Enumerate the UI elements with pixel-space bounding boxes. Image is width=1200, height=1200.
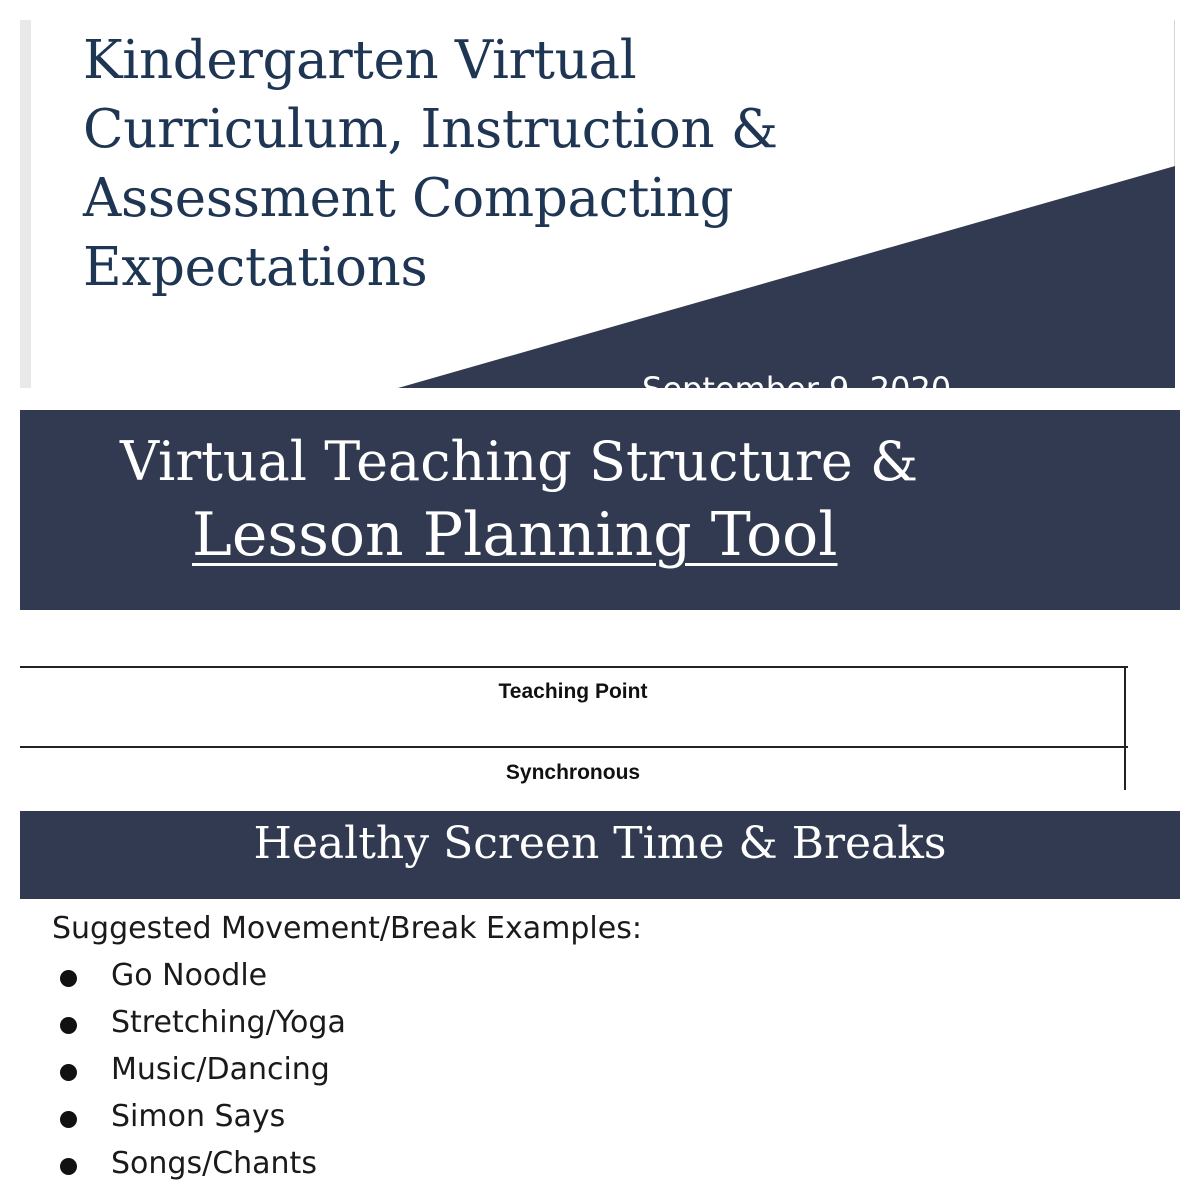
table-border-top	[20, 666, 1128, 668]
bullet-icon	[60, 1017, 77, 1034]
bullet-icon	[60, 1064, 77, 1081]
health-body	[20, 899, 1180, 1200]
list-item-label: Go Noodle	[111, 958, 268, 993]
cover-date: September 9, 2020	[642, 370, 952, 408]
list-item-label: Songs/Chants	[111, 1146, 317, 1181]
bullet-icon	[60, 970, 77, 987]
cover-slide	[20, 20, 1175, 408]
table-row-divider	[20, 746, 1128, 748]
cover-title-line: Kindergarten Virtual	[83, 30, 637, 91]
planning-table	[20, 666, 1130, 790]
bullet-icon	[60, 1158, 77, 1175]
health-header	[20, 811, 1180, 899]
list-item-label: Music/Dancing	[111, 1052, 330, 1087]
break-examples-heading: Suggested Movement/Break Examples:	[52, 911, 642, 946]
banner-title-line1: Virtual Teaching Structure &	[120, 430, 919, 493]
table-cell-teaching-point: Teaching Point	[498, 680, 648, 703]
bullet-icon	[60, 1111, 77, 1128]
cover-title-line: Expectations	[83, 237, 428, 298]
lesson-planning-banner	[20, 410, 1180, 610]
cover-title	[83, 26, 903, 302]
table-cell-synchronous: Synchronous	[505, 761, 641, 784]
list-item-label: Simon Says	[111, 1099, 286, 1134]
cover-title-line: Curriculum, Instruction &	[83, 99, 778, 160]
cover-title-line: Assessment Compacting	[83, 168, 734, 229]
banner-title-line2: Lesson Planning Tool	[192, 500, 838, 570]
list-item-label: Stretching/Yoga	[111, 1005, 346, 1040]
health-title: Healthy Screen Time & Breaks	[253, 818, 947, 869]
